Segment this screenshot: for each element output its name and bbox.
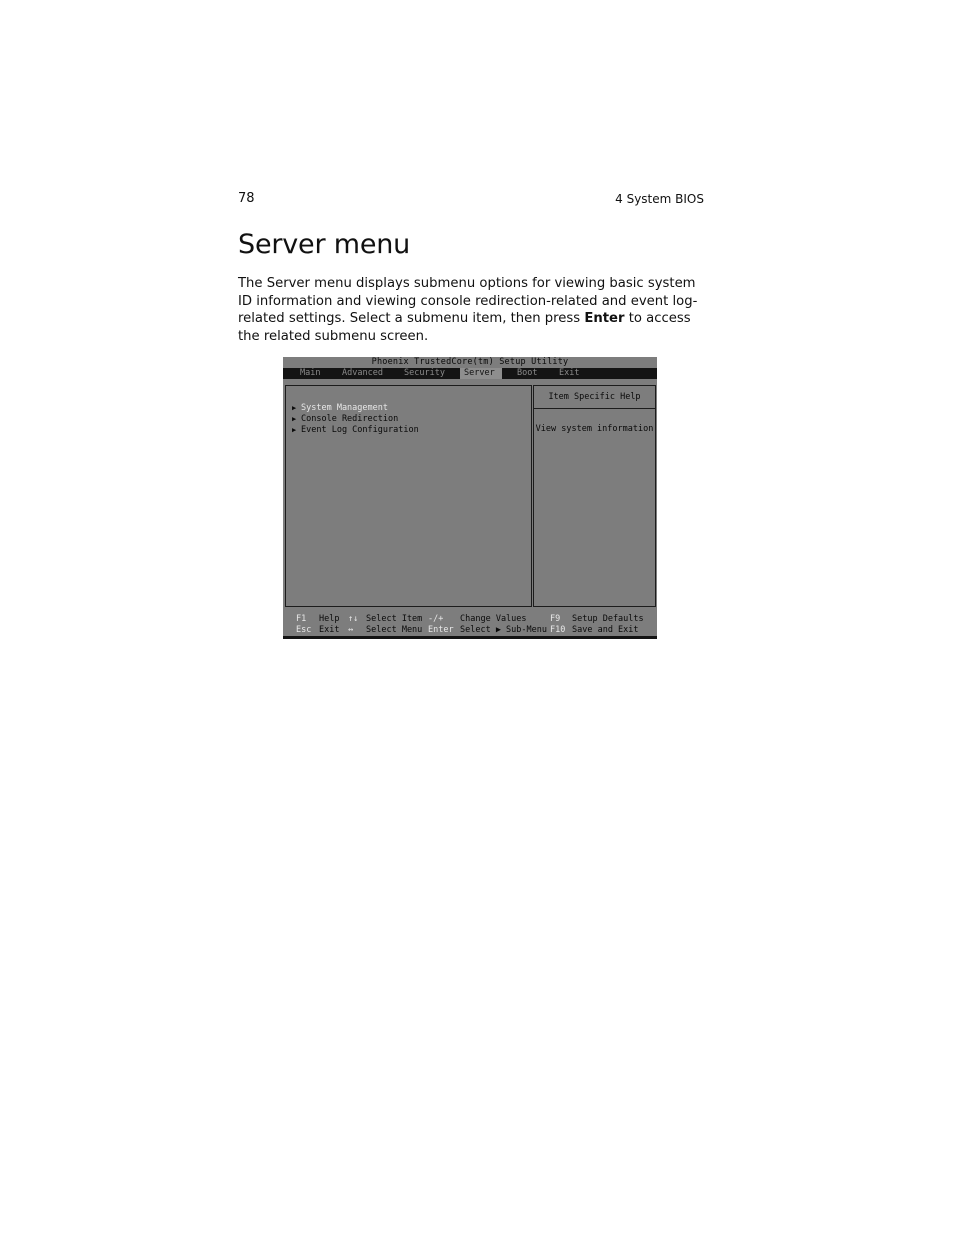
action-change-values: Change Values: [460, 614, 527, 624]
key-minus-plus: -/+: [428, 614, 444, 624]
key-up-down: ↑↓: [348, 614, 359, 624]
intro-text-after: to access the related submenu screen.: [238, 311, 691, 344]
footer-row-1: [283, 614, 657, 625]
page-number: 78: [238, 191, 255, 206]
tab-server[interactable]: Server: [460, 368, 502, 379]
running-header: 4 System BIOS: [615, 192, 704, 206]
action-select-sub-menu: Select ▶ Sub-Menu: [460, 625, 547, 635]
key-esc: Esc: [296, 625, 312, 635]
bios-footer: [283, 613, 657, 636]
triangle-right-icon: ▶: [292, 415, 297, 423]
key-f9: F9: [550, 614, 561, 624]
key-left-right: ↔: [348, 625, 354, 635]
submenu-item-system-management[interactable]: [292, 403, 419, 414]
submenu-item-console-redirection[interactable]: [292, 414, 419, 425]
intro-text-before: The Server menu displays submenu options for viewing basic system ID information and viewing console redirection-related and event log-related settings. Select a submenu item, then press: [238, 276, 698, 326]
help-header: Item Specific Help: [534, 386, 655, 409]
intro-enter-key: Enter: [584, 311, 625, 326]
bios-help-panel: [533, 385, 656, 607]
tab-security[interactable]: Security: [404, 368, 445, 378]
action-help: Help: [319, 614, 340, 624]
tab-main[interactable]: Main: [300, 368, 321, 378]
key-enter: Enter: [428, 625, 454, 635]
submenu-item-label: Console Redirection: [301, 414, 399, 424]
submenu-item-label: Event Log Configuration: [301, 425, 419, 435]
tab-boot[interactable]: Boot: [517, 368, 538, 378]
bios-screenshot: [283, 357, 657, 639]
footer-row-2: [283, 625, 657, 636]
tab-advanced[interactable]: Advanced: [342, 368, 383, 378]
action-select-item: Select Item: [366, 614, 423, 624]
bios-main-panel: [285, 385, 532, 607]
section-title: Server menu: [238, 229, 411, 260]
key-f10: F10: [550, 625, 566, 635]
bios-bottom-edge: [283, 636, 657, 639]
action-save-and-exit: Save and Exit: [572, 625, 639, 635]
submenu-list: [292, 403, 419, 436]
help-text: View system information: [535, 424, 654, 434]
submenu-item-label: System Management: [301, 403, 388, 413]
triangle-right-icon: ▶: [292, 426, 297, 434]
tab-exit[interactable]: Exit: [559, 368, 580, 378]
intro-paragraph: [238, 275, 708, 345]
action-exit: Exit: [319, 625, 340, 635]
action-select-menu: Select Menu: [366, 625, 423, 635]
action-setup-defaults: Setup Defaults: [572, 614, 644, 624]
triangle-right-icon: ▶: [292, 404, 297, 412]
bios-menubar: [283, 368, 657, 379]
submenu-item-event-log-configuration[interactable]: [292, 425, 419, 436]
bios-title: Phoenix TrustedCore(tm) Setup Utility: [371, 357, 569, 367]
key-f1: F1: [296, 614, 307, 624]
